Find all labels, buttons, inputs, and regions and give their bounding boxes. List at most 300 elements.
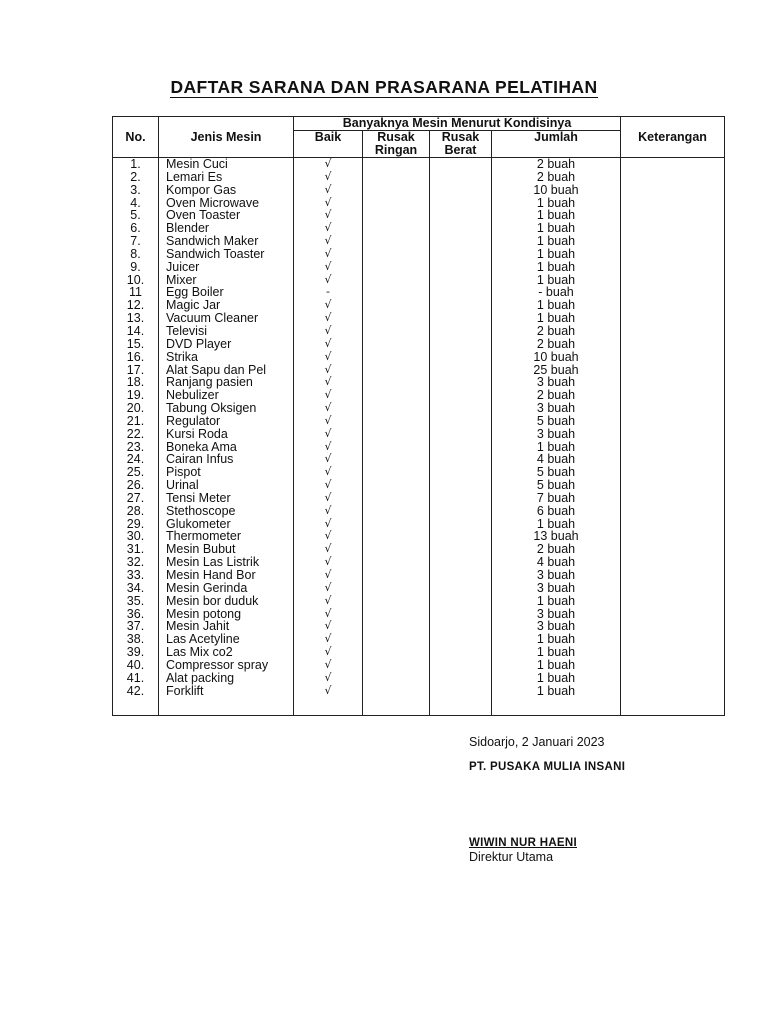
- cell-no: 23.: [113, 441, 159, 454]
- cell-jumlah: 1 buah: [492, 274, 621, 287]
- cell-keterangan: [621, 197, 725, 210]
- cell-jumlah: 5 buah: [492, 479, 621, 492]
- spacer-cell: [363, 697, 430, 716]
- cell-jenis-mesin: Thermometer: [159, 530, 294, 543]
- cell-rusak-ringan: [363, 672, 430, 685]
- cell-rusak-berat: [430, 530, 492, 543]
- cell-rusak-berat: [430, 338, 492, 351]
- cell-rusak-berat: [430, 351, 492, 364]
- spacer-cell: [294, 697, 363, 716]
- cell-jumlah: 6 buah: [492, 505, 621, 518]
- cell-rusak-berat: [430, 453, 492, 466]
- cell-rusak-berat: [430, 299, 492, 312]
- cell-keterangan: [621, 158, 725, 171]
- cell-jumlah: 3 buah: [492, 402, 621, 415]
- cell-rusak-ringan: [363, 325, 430, 338]
- cell-keterangan: [621, 312, 725, 325]
- cell-jumlah: 2 buah: [492, 543, 621, 556]
- cell-keterangan: [621, 453, 725, 466]
- cell-baik: √: [294, 312, 363, 325]
- cell-baik: √: [294, 248, 363, 261]
- cell-rusak-ringan: [363, 376, 430, 389]
- cell-rusak-ringan: [363, 685, 430, 698]
- cell-rusak-berat: [430, 608, 492, 621]
- cell-jenis-mesin: Mesin Las Listrik: [159, 556, 294, 569]
- cell-keterangan: [621, 389, 725, 402]
- cell-baik: √: [294, 685, 363, 698]
- cell-rusak-ringan: [363, 556, 430, 569]
- cell-rusak-berat: [430, 402, 492, 415]
- table-row: [113, 492, 725, 505]
- cell-rusak-berat: [430, 171, 492, 184]
- cell-keterangan: [621, 479, 725, 492]
- table-row: [113, 672, 725, 685]
- cell-rusak-ringan: [363, 543, 430, 556]
- cell-no: 16.: [113, 351, 159, 364]
- cell-rusak-ringan: [363, 171, 430, 184]
- cell-jumlah: 2 buah: [492, 158, 621, 171]
- table-row: [113, 659, 725, 672]
- cell-rusak-ringan: [363, 492, 430, 505]
- cell-no: 37.: [113, 620, 159, 633]
- table-row: [113, 171, 725, 184]
- cell-keterangan: [621, 543, 725, 556]
- cell-rusak-berat: [430, 479, 492, 492]
- cell-keterangan: [621, 569, 725, 582]
- cell-rusak-berat: [430, 376, 492, 389]
- cell-no: 25.: [113, 466, 159, 479]
- cell-rusak-berat: [430, 184, 492, 197]
- cell-no: 14.: [113, 325, 159, 338]
- spacer-cell: [113, 697, 159, 716]
- cell-baik: √: [294, 351, 363, 364]
- cell-rusak-ringan: [363, 389, 430, 402]
- table-body: [113, 158, 725, 716]
- cell-keterangan: [621, 235, 725, 248]
- cell-jumlah: 1 buah: [492, 235, 621, 248]
- cell-jenis-mesin: Urinal: [159, 479, 294, 492]
- header-keterangan: Keterangan: [621, 117, 725, 158]
- cell-jenis-mesin: Oven Toaster: [159, 209, 294, 222]
- cell-keterangan: [621, 274, 725, 287]
- cell-rusak-berat: [430, 518, 492, 531]
- cell-baik: √: [294, 428, 363, 441]
- cell-jenis-mesin: Kompor Gas: [159, 184, 294, 197]
- cell-jenis-mesin: Las Mix co2: [159, 646, 294, 659]
- table-row: [113, 505, 725, 518]
- cell-keterangan: [621, 466, 725, 479]
- cell-jumlah: 1 buah: [492, 248, 621, 261]
- cell-rusak-ringan: [363, 530, 430, 543]
- cell-no: 11: [113, 286, 159, 299]
- cell-no: 2.: [113, 171, 159, 184]
- table-row: [113, 646, 725, 659]
- cell-keterangan: [621, 376, 725, 389]
- spacer-cell: [492, 697, 621, 716]
- cell-baik: √: [294, 235, 363, 248]
- cell-baik: -: [294, 286, 363, 299]
- cell-rusak-berat: [430, 325, 492, 338]
- cell-no: 30.: [113, 530, 159, 543]
- header-rusak-berat-line2: Berat: [444, 143, 477, 157]
- cell-rusak-berat: [430, 543, 492, 556]
- table-row: [113, 235, 725, 248]
- cell-jenis-mesin: Egg Boiler: [159, 286, 294, 299]
- cell-jenis-mesin: DVD Player: [159, 338, 294, 351]
- cell-jumlah: 1 buah: [492, 685, 621, 698]
- cell-no: 10.: [113, 274, 159, 287]
- cell-jumlah: 3 buah: [492, 582, 621, 595]
- cell-no: 4.: [113, 197, 159, 210]
- header-rusak-ringan-line1: Rusak: [377, 130, 415, 144]
- cell-jenis-mesin: Mesin Jahit: [159, 620, 294, 633]
- cell-rusak-ringan: [363, 582, 430, 595]
- cell-no: 31.: [113, 543, 159, 556]
- cell-baik: √: [294, 582, 363, 595]
- cell-baik: √: [294, 492, 363, 505]
- cell-no: 5.: [113, 209, 159, 222]
- cell-rusak-ringan: [363, 453, 430, 466]
- cell-rusak-berat: [430, 312, 492, 325]
- cell-rusak-ringan: [363, 620, 430, 633]
- cell-jenis-mesin: Juicer: [159, 261, 294, 274]
- table-row: [113, 415, 725, 428]
- cell-jumlah: 5 buah: [492, 466, 621, 479]
- document-title-text: DAFTAR SARANA DAN PRASARANA PELATIHAN: [170, 77, 598, 97]
- cell-baik: √: [294, 633, 363, 646]
- header-rusak-ringan-line2: Ringan: [374, 143, 418, 157]
- cell-rusak-berat: [430, 389, 492, 402]
- table-row: [113, 466, 725, 479]
- cell-jenis-mesin: Las Acetyline: [159, 633, 294, 646]
- cell-baik: √: [294, 543, 363, 556]
- cell-no: 3.: [113, 184, 159, 197]
- cell-jumlah: 10 buah: [492, 184, 621, 197]
- cell-jenis-mesin: Nebulizer: [159, 389, 294, 402]
- cell-no: 9.: [113, 261, 159, 274]
- cell-keterangan: [621, 672, 725, 685]
- spacer-cell: [430, 697, 492, 716]
- cell-no: 22.: [113, 428, 159, 441]
- cell-jumlah: 1 buah: [492, 209, 621, 222]
- cell-jumlah: 1 buah: [492, 441, 621, 454]
- cell-no: 28.: [113, 505, 159, 518]
- cell-jenis-mesin: Mixer: [159, 274, 294, 287]
- cell-jenis-mesin: Pispot: [159, 466, 294, 479]
- cell-no: 15.: [113, 338, 159, 351]
- cell-baik: √: [294, 325, 363, 338]
- cell-baik: √: [294, 222, 363, 235]
- table-row: [113, 184, 725, 197]
- cell-rusak-ringan: [363, 158, 430, 171]
- cell-jenis-mesin: Mesin bor duduk: [159, 595, 294, 608]
- cell-jumlah: - buah: [492, 286, 621, 299]
- cell-rusak-berat: [430, 569, 492, 582]
- cell-no: 33.: [113, 569, 159, 582]
- cell-jumlah: 4 buah: [492, 556, 621, 569]
- cell-baik: √: [294, 466, 363, 479]
- table-header: [113, 117, 725, 158]
- cell-baik: √: [294, 415, 363, 428]
- cell-no: 42.: [113, 685, 159, 698]
- cell-no: 12.: [113, 299, 159, 312]
- cell-jumlah: 3 buah: [492, 376, 621, 389]
- cell-no: 19.: [113, 389, 159, 402]
- table-row: [113, 479, 725, 492]
- cell-jenis-mesin: Oven Microwave: [159, 197, 294, 210]
- cell-no: 34.: [113, 582, 159, 595]
- cell-rusak-ringan: [363, 441, 430, 454]
- cell-keterangan: [621, 402, 725, 415]
- cell-rusak-ringan: [363, 338, 430, 351]
- cell-jumlah: 1 buah: [492, 646, 621, 659]
- cell-jumlah: 4 buah: [492, 453, 621, 466]
- cell-rusak-ringan: [363, 286, 430, 299]
- cell-no: 20.: [113, 402, 159, 415]
- cell-rusak-berat: [430, 209, 492, 222]
- cell-jenis-mesin: Mesin Cuci: [159, 158, 294, 171]
- cell-jumlah: 2 buah: [492, 325, 621, 338]
- cell-jenis-mesin: Kursi Roda: [159, 428, 294, 441]
- cell-baik: √: [294, 364, 363, 377]
- cell-rusak-ringan: [363, 197, 430, 210]
- header-jumlah: Jumlah: [492, 131, 621, 158]
- cell-baik: √: [294, 595, 363, 608]
- table-row: [113, 351, 725, 364]
- cell-jenis-mesin: Tabung Oksigen: [159, 402, 294, 415]
- cell-baik: √: [294, 171, 363, 184]
- cell-baik: √: [294, 556, 363, 569]
- inventory-table: [112, 116, 725, 716]
- cell-no: 36.: [113, 608, 159, 621]
- cell-jumlah: 3 buah: [492, 569, 621, 582]
- cell-no: 39.: [113, 646, 159, 659]
- cell-no: 6.: [113, 222, 159, 235]
- cell-jenis-mesin: Sandwich Maker: [159, 235, 294, 248]
- document-title: [0, 77, 768, 98]
- table-row: [113, 325, 725, 338]
- table-row: [113, 582, 725, 595]
- cell-rusak-berat: [430, 364, 492, 377]
- cell-rusak-ringan: [363, 415, 430, 428]
- cell-keterangan: [621, 428, 725, 441]
- cell-rusak-berat: [430, 659, 492, 672]
- cell-jumlah: 1 buah: [492, 518, 621, 531]
- cell-rusak-berat: [430, 248, 492, 261]
- cell-rusak-berat: [430, 595, 492, 608]
- cell-rusak-berat: [430, 428, 492, 441]
- cell-keterangan: [621, 364, 725, 377]
- cell-jenis-mesin: Mesin Gerinda: [159, 582, 294, 595]
- cell-jenis-mesin: Mesin Bubut: [159, 543, 294, 556]
- signatory-name: WIWIN NUR HAENI: [469, 837, 577, 849]
- cell-jenis-mesin: Cairan Infus: [159, 453, 294, 466]
- cell-jenis-mesin: Regulator: [159, 415, 294, 428]
- cell-rusak-berat: [430, 672, 492, 685]
- header-baik: Baik: [294, 131, 363, 158]
- header-rusak-berat: [430, 131, 492, 158]
- cell-rusak-ringan: [363, 659, 430, 672]
- cell-jumlah: 25 buah: [492, 364, 621, 377]
- cell-keterangan: [621, 325, 725, 338]
- cell-jenis-mesin: Lemari Es: [159, 171, 294, 184]
- cell-rusak-berat: [430, 633, 492, 646]
- cell-jumlah: 1 buah: [492, 633, 621, 646]
- cell-jenis-mesin: Mesin Hand Bor: [159, 569, 294, 582]
- cell-baik: √: [294, 672, 363, 685]
- cell-jenis-mesin: Ranjang pasien: [159, 376, 294, 389]
- cell-baik: √: [294, 184, 363, 197]
- cell-jenis-mesin: Strika: [159, 351, 294, 364]
- table-row: [113, 453, 725, 466]
- cell-keterangan: [621, 608, 725, 621]
- cell-rusak-berat: [430, 685, 492, 698]
- cell-rusak-ringan: [363, 518, 430, 531]
- cell-rusak-ringan: [363, 479, 430, 492]
- cell-rusak-berat: [430, 505, 492, 518]
- table-row: [113, 248, 725, 261]
- cell-rusak-ringan: [363, 299, 430, 312]
- cell-rusak-ringan: [363, 209, 430, 222]
- cell-keterangan: [621, 505, 725, 518]
- place-date: Sidoarjo, 2 Januari 2023: [469, 735, 605, 749]
- cell-rusak-berat: [430, 646, 492, 659]
- cell-keterangan: [621, 595, 725, 608]
- cell-rusak-ringan: [363, 633, 430, 646]
- header-no: No.: [113, 117, 159, 158]
- cell-baik: √: [294, 441, 363, 454]
- cell-jenis-mesin: Boneka Ama: [159, 441, 294, 454]
- cell-baik: √: [294, 402, 363, 415]
- cell-no: 26.: [113, 479, 159, 492]
- cell-keterangan: [621, 633, 725, 646]
- cell-rusak-berat: [430, 222, 492, 235]
- cell-jumlah: 3 buah: [492, 428, 621, 441]
- cell-keterangan: [621, 685, 725, 698]
- cell-jenis-mesin: Mesin potong: [159, 608, 294, 621]
- cell-no: 29.: [113, 518, 159, 531]
- cell-keterangan: [621, 518, 725, 531]
- cell-keterangan: [621, 415, 725, 428]
- header-rusak-ringan: [363, 131, 430, 158]
- cell-rusak-berat: [430, 274, 492, 287]
- cell-jumlah: 10 buah: [492, 351, 621, 364]
- cell-baik: √: [294, 274, 363, 287]
- signatory-role: Direktur Utama: [469, 850, 554, 864]
- cell-rusak-ringan: [363, 184, 430, 197]
- table-row: [113, 595, 725, 608]
- header-jenis-mesin: Jenis Mesin: [159, 117, 294, 158]
- cell-keterangan: [621, 261, 725, 274]
- cell-jenis-mesin: Sandwich Toaster: [159, 248, 294, 261]
- cell-jumlah: 3 buah: [492, 620, 621, 633]
- table-bottom-spacer: [113, 697, 725, 716]
- cell-keterangan: [621, 646, 725, 659]
- cell-baik: √: [294, 389, 363, 402]
- cell-jumlah: 13 buah: [492, 530, 621, 543]
- cell-keterangan: [621, 659, 725, 672]
- cell-keterangan: [621, 171, 725, 184]
- cell-jenis-mesin: Vacuum Cleaner: [159, 312, 294, 325]
- cell-jenis-mesin: Magic Jar: [159, 299, 294, 312]
- cell-no: 1.: [113, 158, 159, 171]
- cell-no: 41.: [113, 672, 159, 685]
- cell-rusak-ringan: [363, 274, 430, 287]
- table-row: [113, 261, 725, 274]
- cell-no: 8.: [113, 248, 159, 261]
- cell-rusak-berat: [430, 415, 492, 428]
- cell-jumlah: 2 buah: [492, 389, 621, 402]
- cell-rusak-ringan: [363, 569, 430, 582]
- cell-jenis-mesin: Alat packing: [159, 672, 294, 685]
- cell-rusak-berat: [430, 466, 492, 479]
- cell-keterangan: [621, 492, 725, 505]
- cell-jumlah: 1 buah: [492, 672, 621, 685]
- cell-no: 21.: [113, 415, 159, 428]
- cell-rusak-berat: [430, 235, 492, 248]
- cell-jenis-mesin: Stethoscope: [159, 505, 294, 518]
- cell-keterangan: [621, 286, 725, 299]
- cell-baik: √: [294, 620, 363, 633]
- table-row: [113, 158, 725, 171]
- cell-keterangan: [621, 351, 725, 364]
- cell-keterangan: [621, 184, 725, 197]
- cell-jumlah: 5 buah: [492, 415, 621, 428]
- spacer-cell: [621, 697, 725, 716]
- cell-no: 18.: [113, 376, 159, 389]
- cell-rusak-berat: [430, 158, 492, 171]
- cell-no: 13.: [113, 312, 159, 325]
- cell-baik: √: [294, 659, 363, 672]
- header-condition-group: Banyaknya Mesin Menurut Kondisinya: [294, 117, 621, 131]
- table-row: [113, 338, 725, 351]
- cell-jenis-mesin: Compressor spray: [159, 659, 294, 672]
- cell-baik: √: [294, 197, 363, 210]
- cell-rusak-ringan: [363, 261, 430, 274]
- table-row: [113, 428, 725, 441]
- cell-rusak-berat: [430, 620, 492, 633]
- cell-rusak-ringan: [363, 402, 430, 415]
- cell-rusak-ringan: [363, 248, 430, 261]
- cell-baik: √: [294, 569, 363, 582]
- cell-jenis-mesin: Forklift: [159, 685, 294, 698]
- cell-jumlah: 3 buah: [492, 608, 621, 621]
- cell-keterangan: [621, 222, 725, 235]
- cell-baik: √: [294, 479, 363, 492]
- cell-baik: √: [294, 209, 363, 222]
- cell-jenis-mesin: Tensi Meter: [159, 492, 294, 505]
- cell-jumlah: 7 buah: [492, 492, 621, 505]
- cell-rusak-berat: [430, 286, 492, 299]
- cell-keterangan: [621, 582, 725, 595]
- cell-keterangan: [621, 530, 725, 543]
- cell-rusak-berat: [430, 261, 492, 274]
- header-rusak-berat-line1: Rusak: [441, 130, 480, 144]
- cell-jumlah: 1 buah: [492, 595, 621, 608]
- cell-baik: √: [294, 453, 363, 466]
- cell-baik: √: [294, 505, 363, 518]
- cell-keterangan: [621, 209, 725, 222]
- cell-jumlah: 2 buah: [492, 338, 621, 351]
- cell-keterangan: [621, 620, 725, 633]
- cell-jumlah: 1 buah: [492, 261, 621, 274]
- cell-rusak-ringan: [363, 364, 430, 377]
- cell-no: 35.: [113, 595, 159, 608]
- cell-rusak-berat: [430, 556, 492, 569]
- table-row: [113, 685, 725, 698]
- cell-baik: √: [294, 338, 363, 351]
- cell-jumlah: 1 buah: [492, 197, 621, 210]
